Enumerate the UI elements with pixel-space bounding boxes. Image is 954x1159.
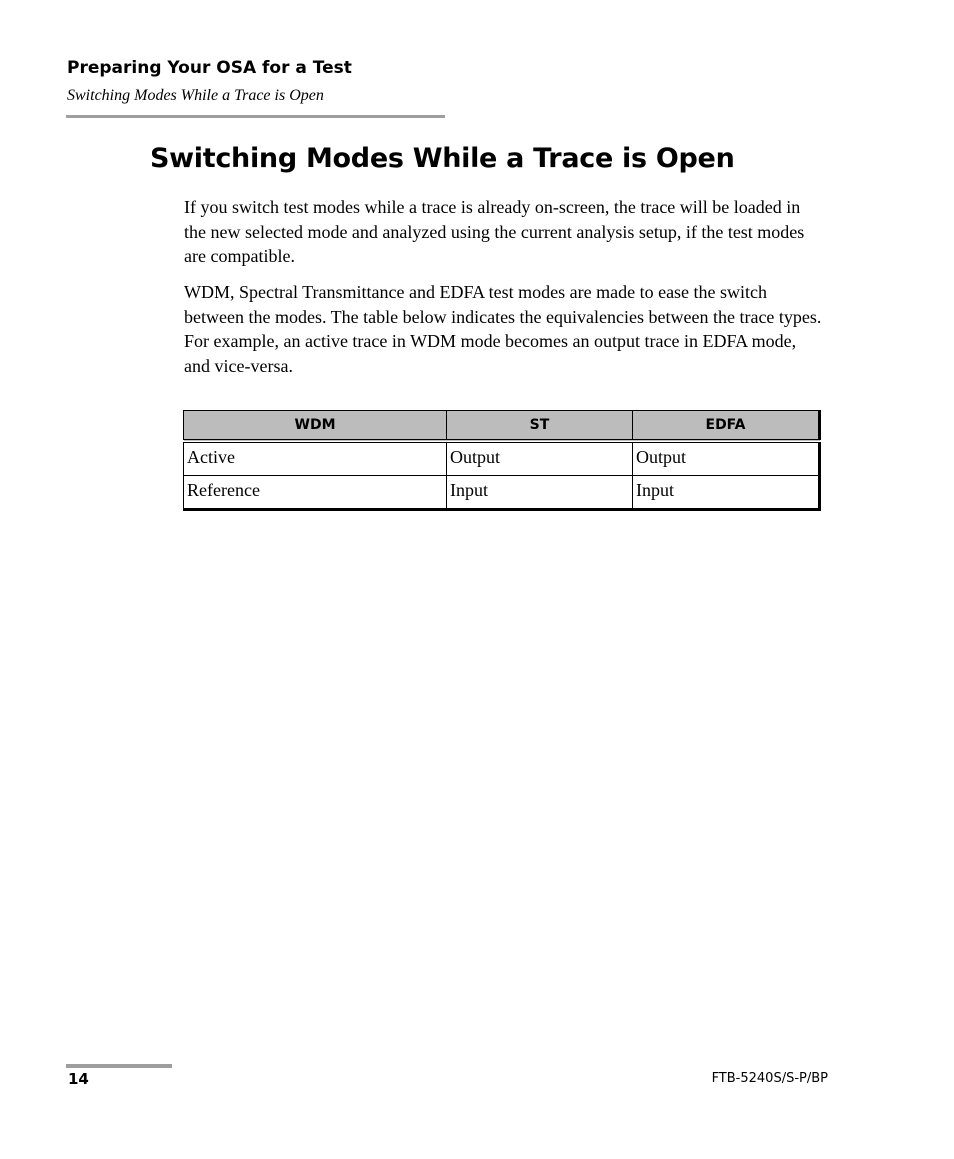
section-heading: Switching Modes While a Trace is Open [150,143,735,174]
paragraph-modes: WDM, Spectral Transmittance and EDFA test modes are made to ease the switch between the modes. The table below indicates the equivalencies between the trace types. For example, an active trace in WDM mode becomes an output trace in EDFA mode, and vice-versa. [184,282,822,377]
page-number: 14 [68,1070,89,1088]
document-id: FTB-5240S/S-P/BP [711,1071,828,1086]
table-cell: Input [447,476,633,510]
mode-equivalency-table [183,410,821,511]
table-row [184,441,820,476]
table-cell: Active [184,441,447,476]
table-row [184,476,820,510]
running-section-title: Switching Modes While a Trace is Open [67,87,324,104]
header-st: ST [447,411,633,442]
table-header-row [184,411,820,442]
table-cell: Reference [184,476,447,510]
header-rule [66,115,445,118]
chapter-title: Preparing Your OSA for a Test [67,58,352,78]
header-edfa: EDFA [633,411,820,442]
table-cell: Output [633,441,820,476]
table-cell: Output [447,441,633,476]
header-wdm: WDM [184,411,447,442]
table-cell: Input [633,476,820,510]
footer-rule [66,1064,172,1068]
paragraph-intro: If you switch test modes while a trace is already on-screen, the trace will be loaded in the new selected mode and analyzed using the current analysis setup, if the test modes are compatible. [184,197,805,267]
